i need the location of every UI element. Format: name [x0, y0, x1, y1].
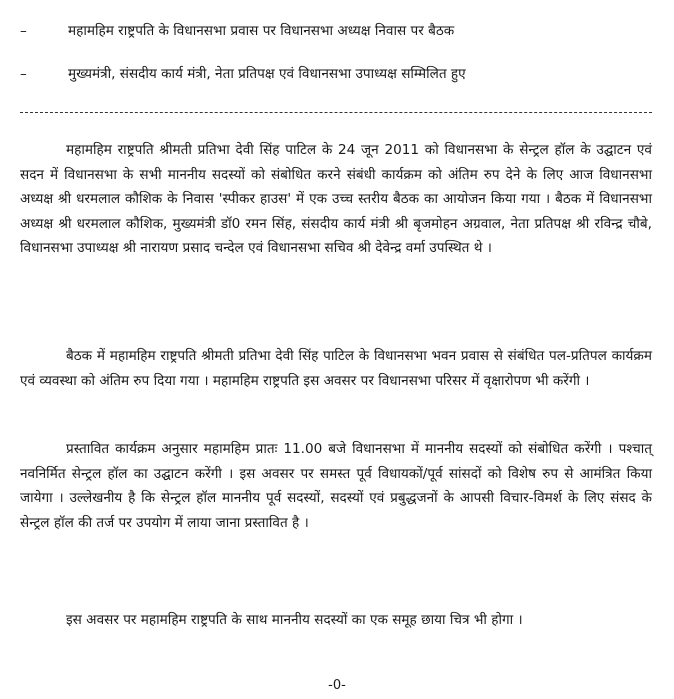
paragraph: प्रस्तावित कार्यक्रम अनुसार महामहिम प्रातः 11.00 बजे विधानसभा में माननीय सदस्यों को संबोधित करेंगी । पश्चात् नवनिर्मित सेन्ट्रल हॉल का उद्घाटन करेंगी । इस अवसर पर समस्त पूर्व विधायकों/पूर्व सांसदों को विशेष रुप से आमंत्रित किया जायेगा । उल्लेखनीय है कि सेन्ट्रल हॉल माननीय पूर्व सदस्यों, सदस्यों एवं प्रबुद्धजनों के आपसी विचार-विमर्श के लिए संसद के सेन्ट्रल हॉल की तर्ज पर उपयोग में लाया जाना प्रस्तावित है । [20, 441, 652, 531]
page-end-marker: -0- [328, 678, 346, 693]
paragraph: महामहिम राष्ट्रपति श्रीमती प्रतिभा देवी सिंह पाटिल के 24 जून 2011 को विधानसभा के सेन्ट्रल हॉल के उद्घाटन एवं सदन में विधानसभा के सभी माननीय सदस्यों को संबोधित करने संबंधी कार्यक्रम को अंतिम रुप देने के लिए आज विधानसभा अध्यक्ष श्री धरमलाल कौशिक के निवास 'स्पीकर हाउस' में एक उच्च स्तरीय बैठक का आयोजन किया गया । बैठक में विधानसभा अध्यक्ष श्री धरमलाल कौशिक, मुख्यमंत्री डॉ0 रमन सिंह, संसदीय कार्य मंत्री श्री बृजमोहन अग्रवाल, नेता प्रतिपक्ष श्री रविन्द्र चौबे, विधानसभा उपाध्यक्ष श्री नारायण प्रसाद चन्देल एवं विधानसभा सचिव श्री देवेन्द्र वर्मा उपस्थित थे । [20, 142, 652, 257]
bullet-text: मुख्यमंत्री, संसदीय कार्य मंत्री, नेता प्रतिपक्ष एवं विधानसभा उपाध्यक्ष सम्मिलित हुए [68, 66, 466, 82]
section-divider [20, 112, 652, 113]
paragraph: बैठक में महामहिम राष्ट्रपति श्रीमती प्रतिभा देवी सिंह पाटिल के विधानसभा भवन प्रवास से संबंधित पल-प्रतिपल कार्यक्रम एवं व्यवस्था को अंतिम रुप दिया गया । महामहिम राष्ट्रपति इस अवसर पर विधानसभा परिसर में वृक्षारोपण भी करेंगी । [20, 348, 652, 389]
bullet-dash: – [20, 23, 27, 39]
paragraph: इस अवसर पर महामहिम राष्ट्रपति के साथ माननीय सदस्यों का एक समूह छाया चित्र भी होगा । [66, 612, 523, 628]
bullet-text: महामहिम राष्ट्रपति के विधानसभा प्रवास पर विधानसभा अध्यक्ष निवास पर बैठक [68, 23, 455, 39]
bullet-dash: – [20, 66, 27, 82]
